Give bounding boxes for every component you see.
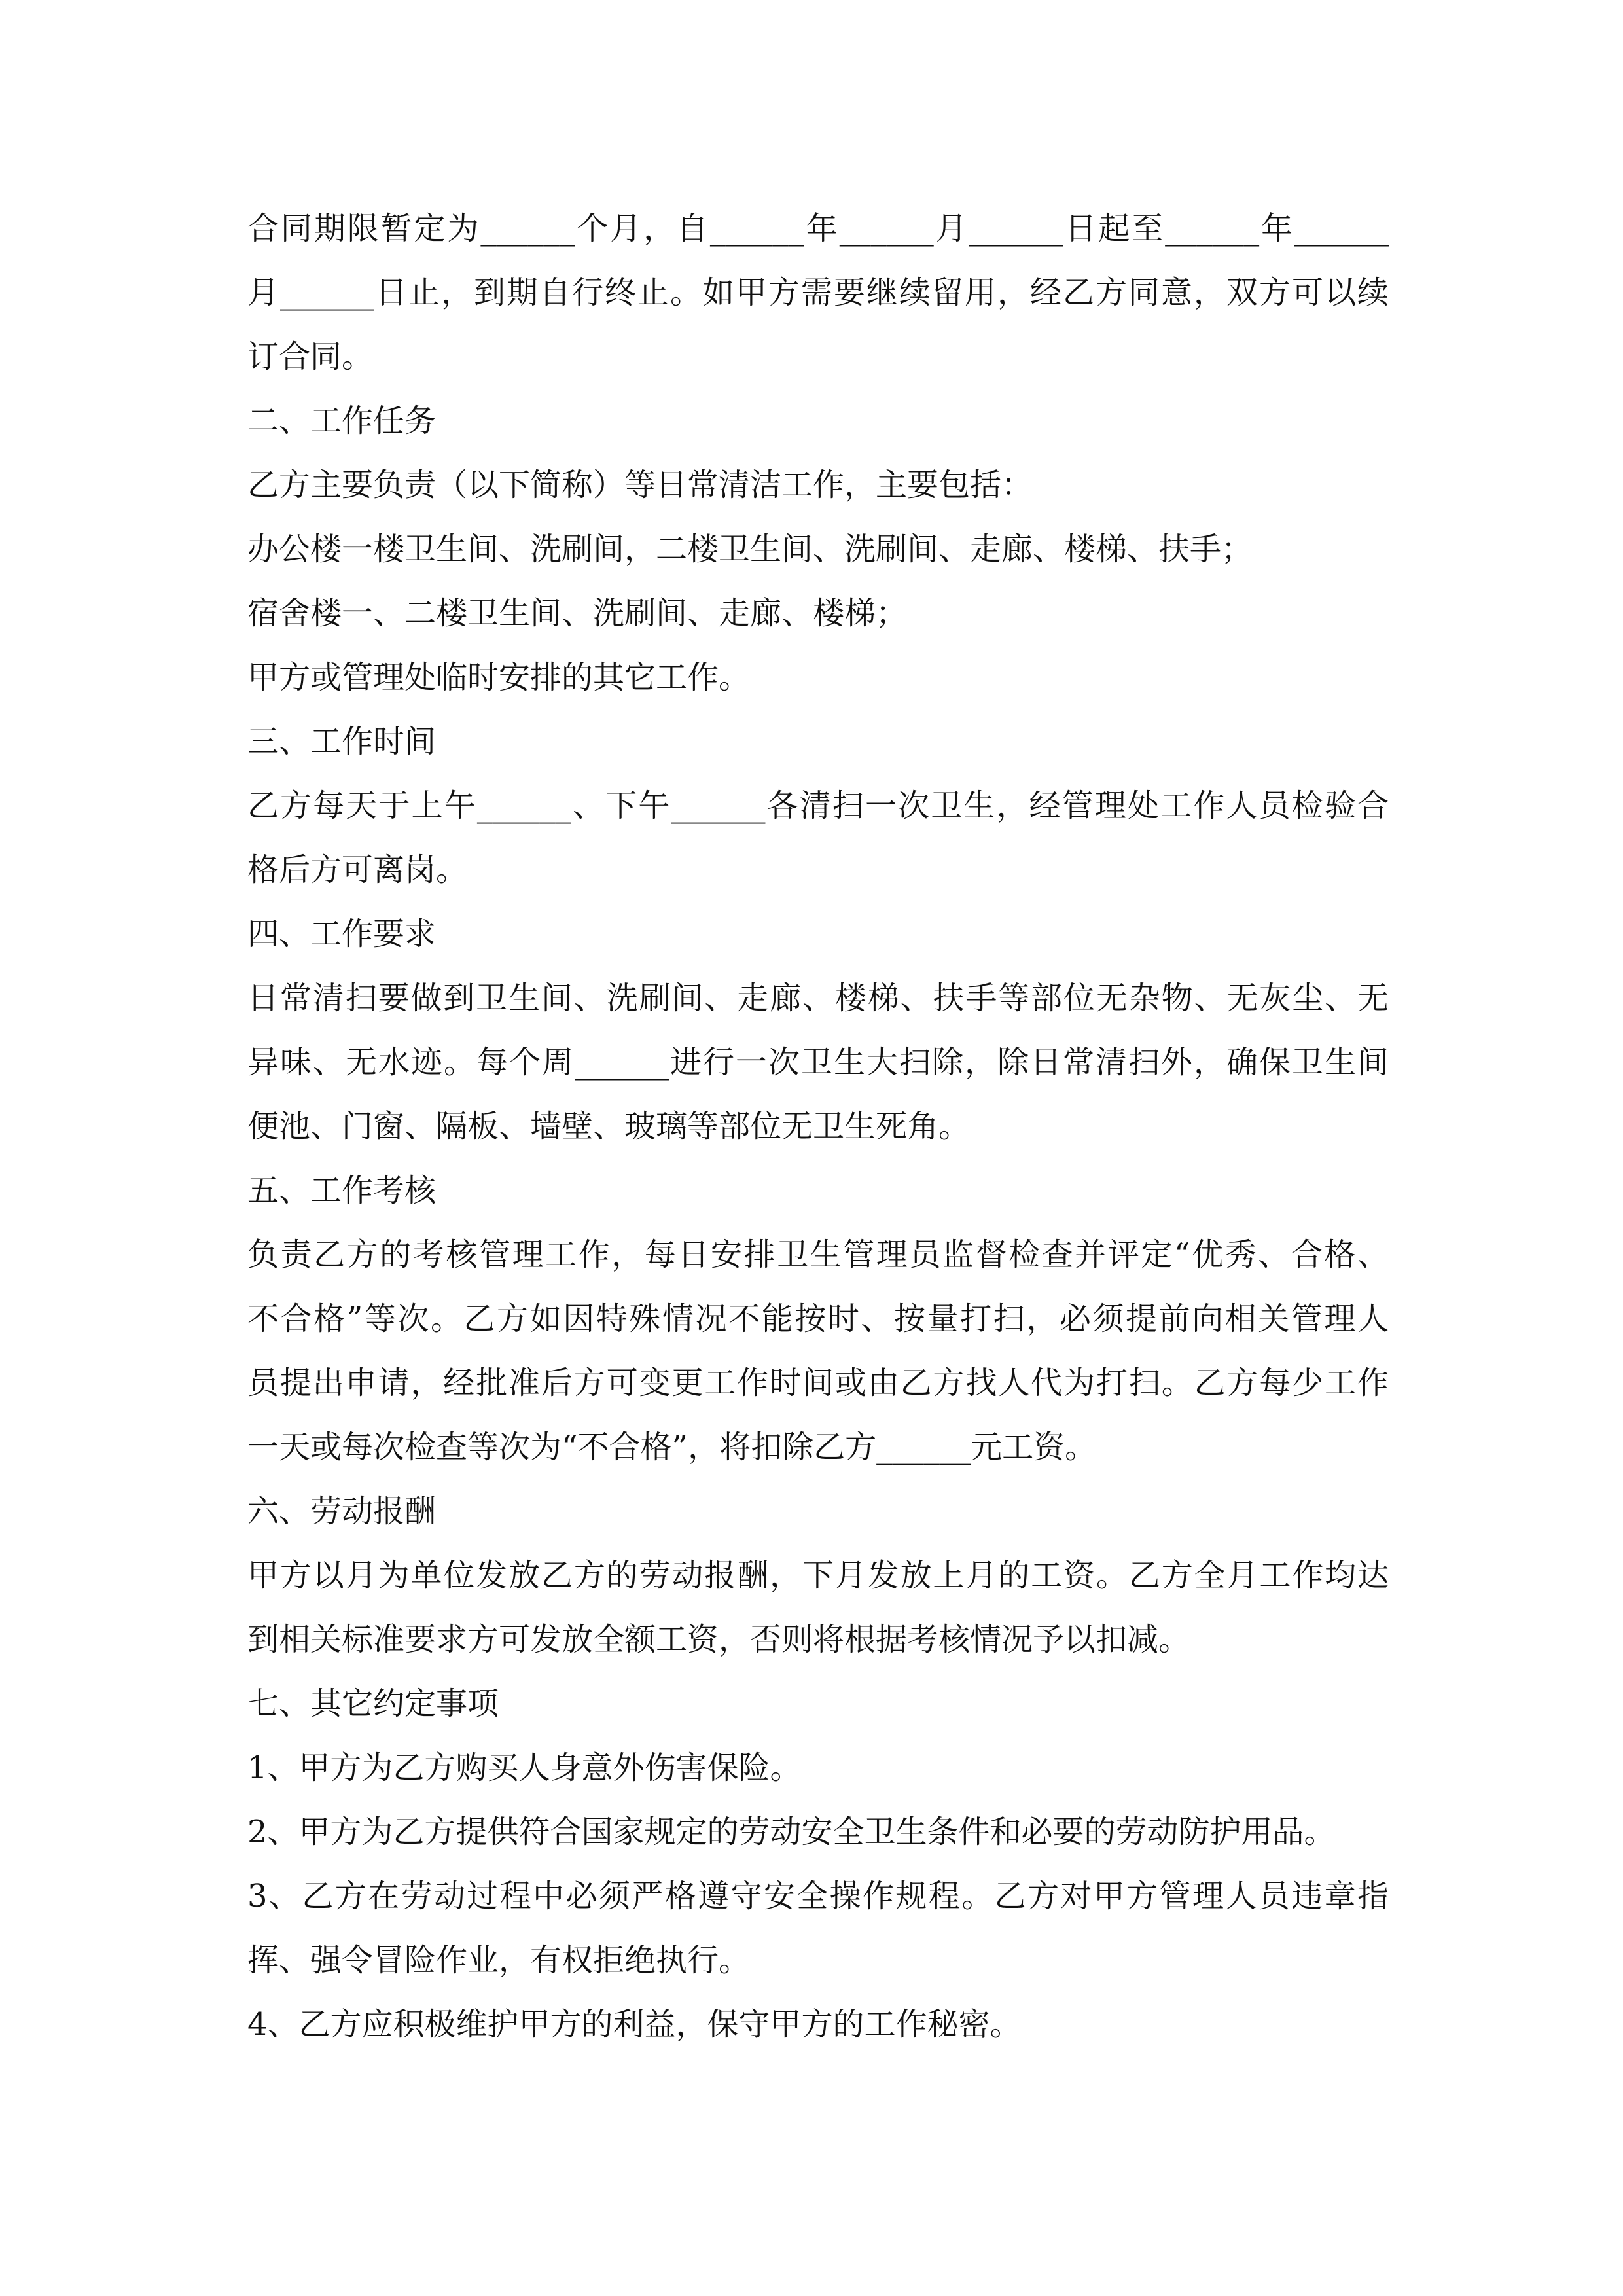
text-line: 日常清扫要做到卫生间、洗刷间、走廊、楼梯、扶手等部位无杂物、无灰尘、无 [247,980,1389,1016]
text-line: 二、工作任务 [247,403,437,439]
text-line: 异味、无水迹。每个周______进行一次卫生大扫除，除日常清扫外，确保卫生间 [247,1044,1389,1081]
text-line: 六、劳动报酬 [247,1493,437,1530]
text-line: 甲方或管理处临时安排的其它工作。 [247,659,751,696]
text-line: 宿舍楼一、二楼卫生间、洗刷间、走廊、楼梯； [247,595,908,632]
text-line: 员提出申请，经批准后方可变更工作时间或由乙方找人代为打扫。乙方每少工作 [247,1365,1389,1401]
text-line: 格后方可离岗。 [247,852,468,888]
text-line: 2、甲方为乙方提供符合国家规定的劳动安全卫生条件和必要的劳动防护用品。 [247,1814,1336,1850]
text-line: 甲方以月为单位发放乙方的劳动报酬，下月发放上月的工资。乙方全月工作均达 [247,1557,1389,1594]
text-line: 五、工作考核 [247,1172,437,1209]
text-line: 4、乙方应积极维护甲方的利益，保守甲方的工作秘密。 [247,2006,1022,2043]
text-line: 七、其它约定事项 [247,1685,499,1722]
text-line: 三、工作时间 [247,723,437,760]
text-line: 3、乙方在劳动过程中必须严格遵守安全操作规程。乙方对甲方管理人员违章指 [247,1878,1389,1914]
text-line: 办公楼一楼卫生间、洗刷间，二楼卫生间、洗刷间、走廊、楼梯、扶手； [247,531,1253,567]
text-line: 乙方主要负责（以下简称）等日常清洁工作，主要包括： [247,467,1033,503]
text-line: 便池、门窗、隔板、墙壁、玻璃等部位无卫生死角。 [247,1108,971,1145]
text-line: 四、工作要求 [247,916,437,952]
text-line: 到相关标准要求方可发放全额工资，否则将根据考核情况予以扣减。 [247,1621,1190,1658]
text-line: 挥、强令冒险作业，有权拒绝执行。 [247,1942,751,1979]
text-line: 不合格”等次。乙方如因特殊情况不能按时、按量打扫，必须提前向相关管理人 [247,1300,1389,1337]
text-line: 合同期限暂定为______个月，自______年______月______日起至______年______ [247,210,1389,247]
text-line: 1、甲方为乙方购买人身意外伤害保险。 [247,1749,802,1786]
contract-body [247,196,1389,2056]
text-line: 一天或每次检查等次为“不合格”，将扣除乙方______元工资。 [247,1429,1097,1465]
text-line: 乙方每天于上午______、下午______各清扫一次卫生，经管理处工作人员检验合 [247,787,1389,824]
text-line: 订合同。 [247,338,374,375]
text-line: 月______日止，到期自行终止。如甲方需要继续留用，经乙方同意，双方可以续 [247,274,1389,311]
text-line: 负责乙方的考核管理工作，每日安排卫生管理员监督检查并评定“优秀、合格、 [247,1236,1389,1273]
